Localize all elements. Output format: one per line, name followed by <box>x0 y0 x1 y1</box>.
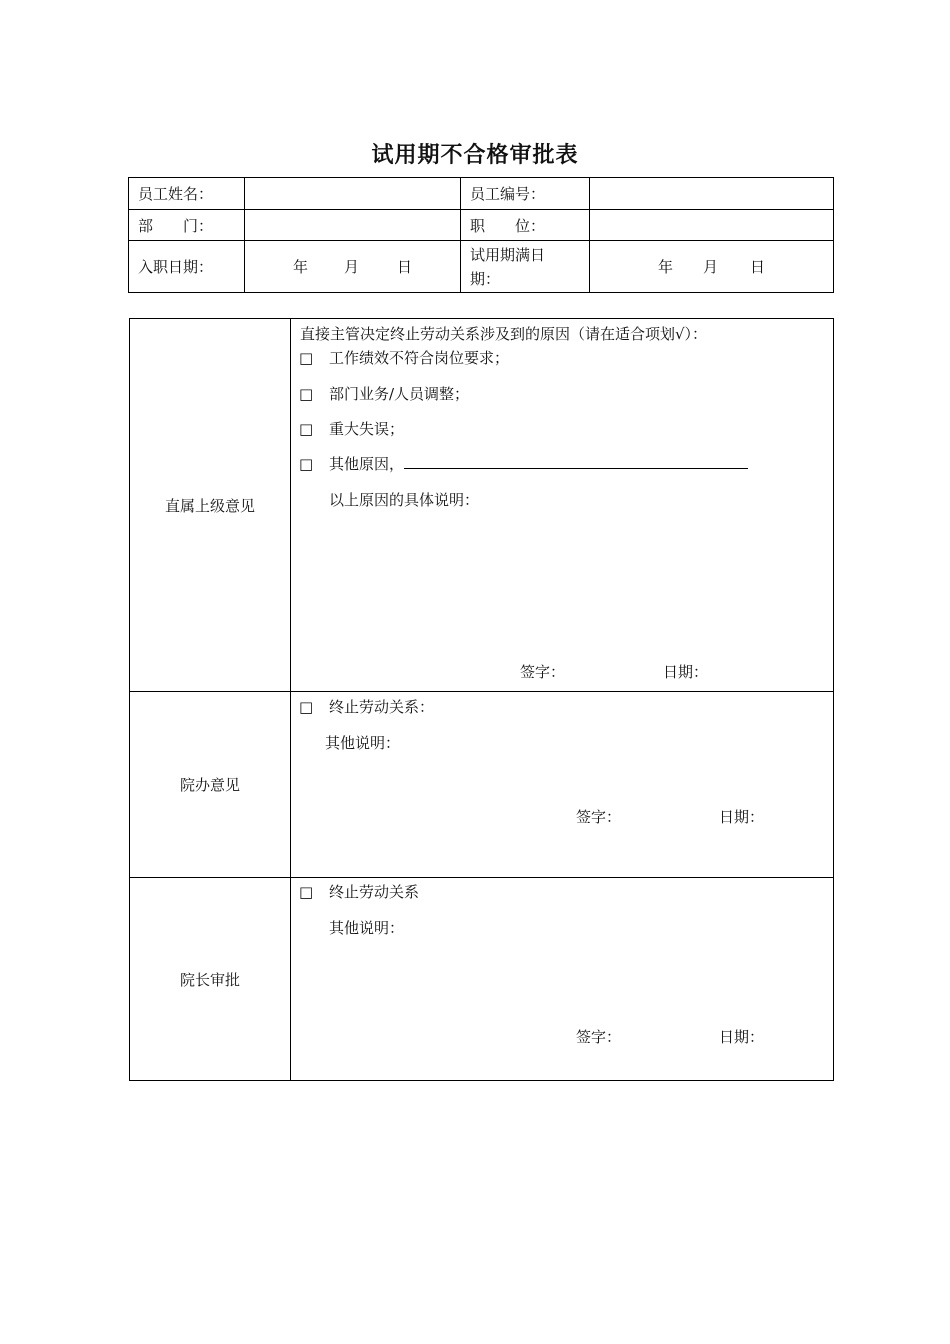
employee-name-field[interactable] <box>245 178 461 210</box>
department-label: 部 门： <box>129 210 245 241</box>
info-row-dates <box>129 241 834 293</box>
president-content <box>291 878 834 1081</box>
president-other-note: 其他说明： <box>329 919 405 937</box>
probation-end-month: 月 <box>702 258 718 276</box>
supervisor-date-label: 日期： <box>663 663 709 681</box>
supervisor-row <box>130 319 834 692</box>
checkbox-icon[interactable]: □ <box>299 698 314 716</box>
supervisor-explain: 以上原因的具体说明： <box>329 491 480 509</box>
president-sign-label: 签字： <box>576 1028 622 1046</box>
president-date-label: 日期： <box>719 1028 765 1046</box>
probation-end-label <box>461 241 590 293</box>
employee-id-field[interactable] <box>590 178 834 210</box>
office-row <box>130 692 834 878</box>
option-restructure-label: 部门业务/人员调整； <box>329 385 470 403</box>
president-option-terminate[interactable] <box>299 881 419 902</box>
supervisor-sign-label: 签字： <box>520 663 566 681</box>
option-restructure[interactable] <box>299 383 469 404</box>
option-major-error-label: 重大失误； <box>329 420 405 438</box>
checkbox-icon[interactable]: □ <box>299 349 314 367</box>
checkbox-icon[interactable]: □ <box>299 455 314 473</box>
employee-id-label: 员工编号： <box>461 178 590 210</box>
probation-end-day: 日 <box>750 258 766 276</box>
option-performance[interactable] <box>299 347 509 368</box>
office-content <box>291 692 834 878</box>
option-major-error[interactable] <box>299 418 404 439</box>
employee-name-label: 员工姓名： <box>129 178 245 210</box>
hire-date-year: 年 <box>292 258 308 276</box>
hire-date-label: 入职日期： <box>129 241 245 293</box>
supervisor-intro: 直接主管决定终止劳动关系涉及到的原因（请在适合项划√）： <box>300 325 708 343</box>
info-row-name <box>129 178 834 210</box>
probation-end-date-field[interactable] <box>590 241 834 293</box>
other-reason-blank[interactable] <box>404 454 748 469</box>
position-label: 职 位： <box>461 210 590 241</box>
checkbox-icon[interactable]: □ <box>299 385 314 403</box>
department-field[interactable] <box>245 210 461 241</box>
option-other-label: 其他原因， <box>329 455 405 473</box>
checkbox-icon[interactable]: □ <box>299 883 314 901</box>
office-sign-label: 签字： <box>576 808 622 826</box>
opinions-table <box>129 318 834 1081</box>
probation-end-label-line1: 试用期满日 <box>470 245 546 264</box>
info-row-dept <box>129 210 834 241</box>
probation-end-label-line2: 期： <box>470 269 501 288</box>
president-label: 院长审批 <box>130 878 291 1081</box>
office-other-note: 其他说明： <box>325 734 401 752</box>
position-field[interactable] <box>590 210 834 241</box>
hire-date-day: 日 <box>397 258 413 276</box>
form-title: 试用期不合格审批表 <box>371 143 579 168</box>
hire-date-field[interactable] <box>245 241 461 293</box>
probation-end-year: 年 <box>657 258 673 276</box>
option-performance-label: 工作绩效不符合岗位要求； <box>329 349 510 367</box>
office-label: 院办意见 <box>130 692 291 878</box>
president-option-terminate-label: 终止劳动关系 <box>329 883 420 901</box>
checkbox-icon[interactable]: □ <box>299 420 314 438</box>
office-option-terminate-label: 终止劳动关系： <box>329 698 435 716</box>
hire-date-month: 月 <box>343 258 359 276</box>
president-row <box>130 878 834 1081</box>
office-date-label: 日期： <box>719 808 765 826</box>
supervisor-content <box>291 319 834 692</box>
supervisor-label: 直属上级意见 <box>130 319 291 692</box>
office-option-terminate[interactable] <box>299 696 434 717</box>
employee-info-table <box>128 177 834 293</box>
option-other[interactable] <box>299 453 748 474</box>
